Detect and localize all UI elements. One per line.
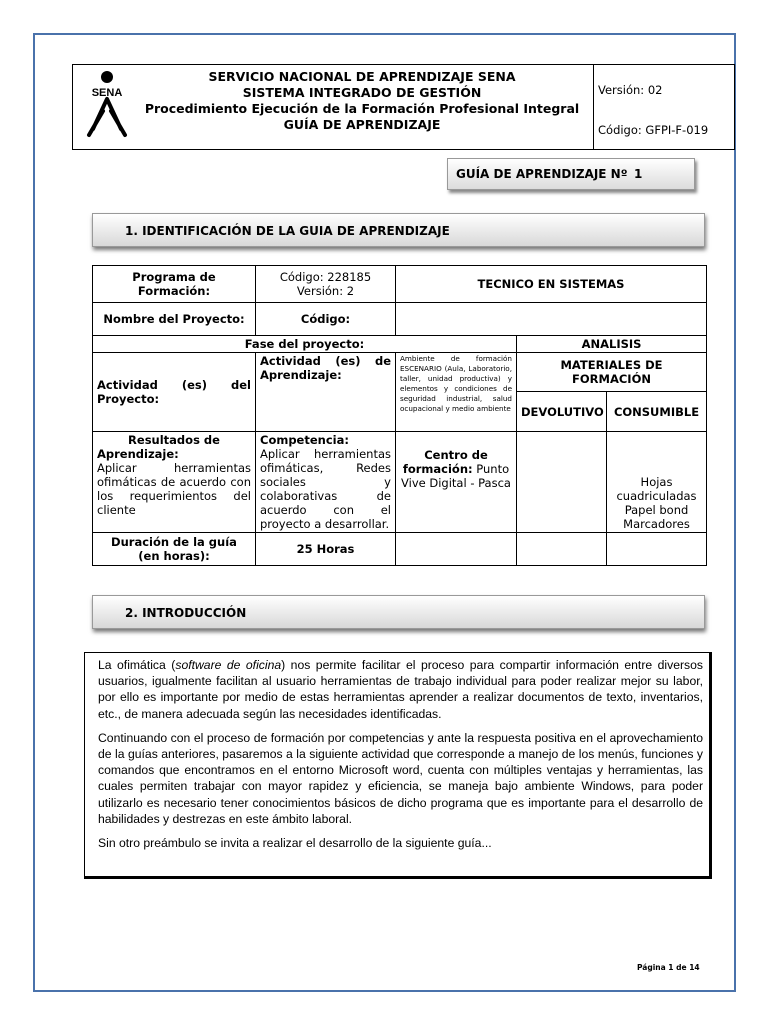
header-line-1: SERVICIO NACIONAL DE APRENDIZAJE SENA <box>208 69 516 84</box>
programa-value: TECNICO EN SISTEMAS <box>396 266 707 303</box>
intro-p1-start: La ofimática ( <box>98 658 176 672</box>
header-line-2: SISTEMA INTEGRADO DE GESTIÓN <box>242 85 482 100</box>
competencia-cell <box>256 432 396 533</box>
consumible-header: CONSUMIBLE <box>607 392 707 432</box>
devolutivo-header: DEVOLUTIVO <box>517 392 607 432</box>
programa-label: Programa de Formación: <box>93 266 256 303</box>
header-code: Código: GFPI-F-019 <box>598 123 709 137</box>
empty-cell <box>607 533 707 566</box>
fase-value: ANALISIS <box>517 336 707 353</box>
sena-logo <box>79 69 135 139</box>
duracion-label-1: Duración de la guía <box>111 535 237 549</box>
table-row <box>93 266 707 303</box>
programa-code: Código: 228185 <box>279 270 372 284</box>
resultados-text: Aplicar herramientas ofimáticas de acuerdo con los requerimientos del cliente <box>97 461 251 517</box>
duracion-value: 25 Horas <box>256 533 396 566</box>
centro-label: Centro de formación: <box>402 448 488 476</box>
centro-cell <box>396 432 517 533</box>
document-header <box>72 64 735 150</box>
table-row <box>93 432 707 533</box>
empty-cell <box>517 533 607 566</box>
introduction-box <box>84 652 712 879</box>
page-number: Página 1 de 14 <box>637 963 700 972</box>
consumible-item: Hojas <box>640 475 673 489</box>
proyecto-value <box>396 303 707 336</box>
consumible-item: cuadriculadas <box>616 489 697 503</box>
intro-p1-italic: software de oficina <box>175 658 282 672</box>
intro-paragraph-1 <box>98 657 703 722</box>
competencia-text: Aplicar herramientas ofimáticas, Redes sociales y colaborativas de acuerdo con el proyecto a desarrollar. <box>260 447 391 531</box>
guide-number-label: GUÍA DE APRENDIZAJE Nº <box>456 167 628 181</box>
intro-paragraph-2: Continuando con el proceso de formación por competencias y ante la respuesta positiva en el aprovechamiento de la guías anteriores, pasaremos a la siguiente actividad que corresponde a manejo de los menús, funciones y comandos que encontramos en el entorno Microsoft word, cuenta con múltiples ventajas y herramientas, las cuales permiten trabajar con mayor rapidez y eficiencia, se maneja bajo ambiente Windows, para poder utilizarlo es necesario tener conocimientos básicos de dicho programa que es importante para el desarrollo de habilidades y destrezas en este ámbito laboral. <box>98 730 703 826</box>
materiales-header: MATERIALES DE FORMACIÓN <box>517 353 707 392</box>
proyecto-codigo: Código: <box>256 303 396 336</box>
guide-number-box <box>447 158 695 190</box>
duracion-label-2: (en horas): <box>138 549 210 563</box>
header-version: Versión: 02 <box>598 83 663 97</box>
devolutivo-value <box>517 432 607 533</box>
guide-number-value: 1 <box>634 167 643 181</box>
actividad-proyecto: Actividad (es) del Proyecto: <box>93 353 256 432</box>
header-line-4: GUÍA DE APRENDIZAJE <box>283 117 441 132</box>
ambiente-formacion: Ambiente de formación ESCENARIO (Aula, Laboratorio, taller, unidad productiva) y elementos y condiciones de seguridad industrial, salud ocupacional y medio ambiente <box>396 353 517 432</box>
intro-p1-end: ) nos permite facilitar el proceso para compartir información entre diversos usuarios, igualmente facilitan al usuario herramientas de trabajo individual para poder realizar mejor su labor, por ello es importante por medio de estas herramientas aprender a realizar documentos de texto, inventarios, etc., de manera adecuada según las necesidades identificadas. <box>98 658 704 721</box>
programa-version: Versión: 2 <box>296 284 355 298</box>
consumible-item: Papel bond <box>624 503 689 517</box>
svg-text:SENA: SENA <box>91 87 123 99</box>
consumible-item: Marcadores <box>623 517 690 531</box>
table-row <box>93 336 707 353</box>
header-line-3: Procedimiento Ejecución de la Formación Profesional Integral <box>144 101 580 116</box>
section-2-heading: 2. INTRODUCCIÓN <box>92 595 705 629</box>
proyecto-label: Nombre del Proyecto: <box>93 303 256 336</box>
identification-table <box>92 265 707 566</box>
section-1-heading: 1. IDENTIFICACIÓN DE LA GUIA DE APRENDIZAJE <box>92 213 705 247</box>
duracion-label <box>93 533 256 566</box>
programa-code-cell <box>256 266 396 303</box>
intro-paragraph-3: Sin otro preámbulo se invita a realizar el desarrollo de la siguiente guía... <box>98 836 492 851</box>
table-row <box>93 303 707 336</box>
header-titles <box>135 69 589 133</box>
resultados-label: Resultados de Aprendizaje: <box>97 433 220 461</box>
fase-label: Fase del proyecto: <box>93 336 517 353</box>
header-divider <box>593 65 594 149</box>
competencia-label: Competencia: <box>260 433 349 447</box>
table-row <box>93 353 707 392</box>
resultados-cell <box>93 432 256 533</box>
centro-text: Punto Vive Digital - Pasca <box>401 462 511 490</box>
consumible-list <box>607 432 707 533</box>
empty-cell <box>396 533 517 566</box>
actividad-aprendizaje: Actividad (es) de Aprendizaje: <box>256 353 396 432</box>
table-row <box>93 533 707 566</box>
